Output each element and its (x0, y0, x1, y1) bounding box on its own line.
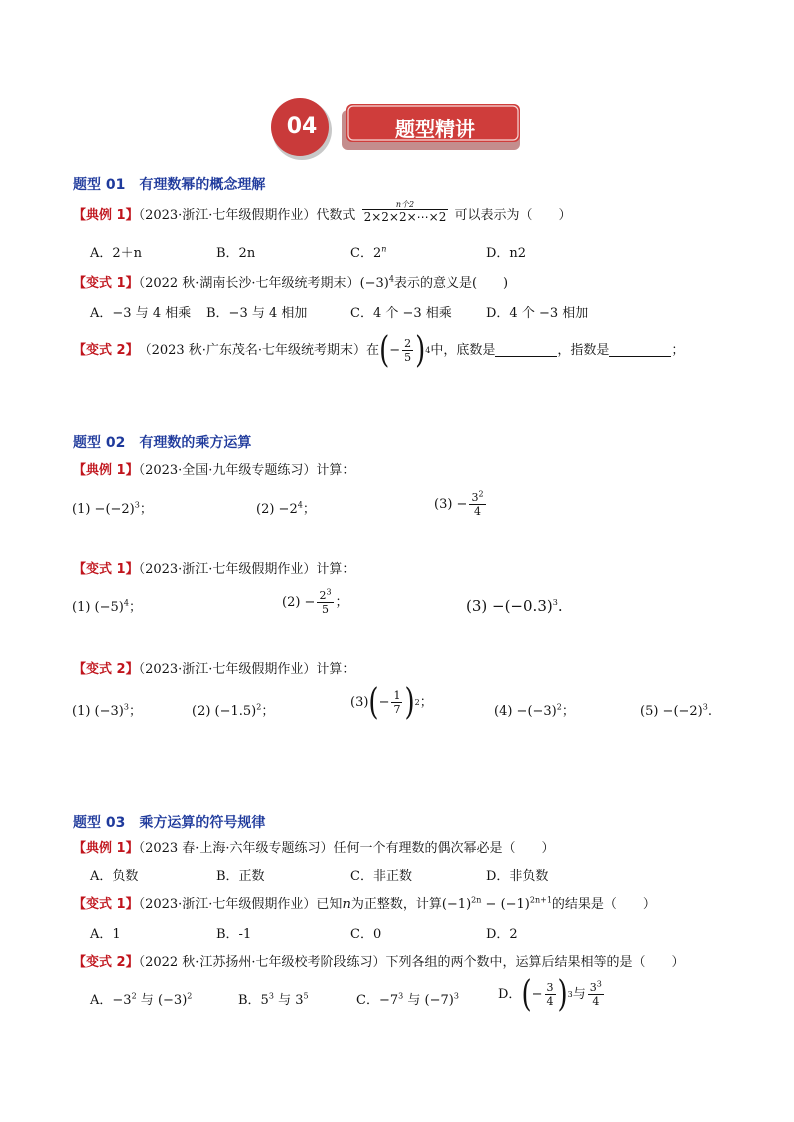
s1-variant-2: 【变式 2】 （2023 秋·广东茂名·七年级统考期末）在 ( − $\frac{2}{5}$ ) 4 中，底数是 ，指数是 ； (73, 329, 685, 372)
s3-example: 【典例 1】（2023 春·上海·六年级专题练习）任何一个有理数的偶次幂必是（ ） (73, 841, 555, 856)
section-heading-1: 题型 01 有理数幂的概念理解 (73, 177, 266, 193)
s1-v1-opt-b[interactable]: B．−3 与 4 相加 (206, 306, 308, 321)
s1-v1-opt-c[interactable]: C．4 个 −3 相乘 (350, 306, 452, 321)
s2-v2-item-1: (1) $(-3)^3$； (72, 702, 142, 719)
s3-v1-opt-c[interactable]: C．0 (350, 927, 382, 942)
header-title: 题型精讲 (395, 117, 475, 141)
s2-v2-item-5: $(5) -(-2)^3$. (640, 702, 712, 719)
s2-example: 【典例 1】（2023·全国·九年级专题练习）计算： (73, 463, 356, 478)
s1-ex-opt-b[interactable]: B．2n (216, 246, 256, 261)
s3-variant-1: 【变式 1】（2023·浙江·七年级假期作业）已知n为正整数，计算$(-1)^{2n} - (-1)^{2n+1}$的结果是（ ） (73, 895, 656, 912)
s3-ex-opt-b[interactable]: B．正数 (216, 869, 265, 884)
s2-variant-2: 【变式 2】（2023·浙江·七年级假期作业）计算： (73, 662, 356, 677)
section-heading-3: 题型 03 乘方运算的符号规律 (73, 815, 266, 831)
s2-v2-item-2: (2) $(-1.5)^2$； (192, 702, 275, 719)
s1-variant-1: 【变式 1】（2022 秋·湖南长沙·七年级统考期末）$(-3)^4$表示的意义是( ) (73, 274, 509, 291)
s3-ex-opt-c[interactable]: C．非正数 (350, 869, 412, 884)
s3-v2-opt-a[interactable]: A．$-3^2$ 与 $(-3)^2$ (90, 991, 193, 1008)
s2-v1-item-1: (1) $(-5)^4$； (72, 598, 142, 615)
s3-v1-opt-a[interactable]: A．1 (90, 927, 121, 942)
s3-v1-opt-b[interactable]: B．-1 (216, 927, 252, 942)
badge-number: 04 (286, 114, 318, 139)
s3-ex-opt-a[interactable]: A．负数 (90, 869, 139, 884)
s3-variant-2: 【变式 2】（2022 秋·江苏扬州·七年级校考阶段练习）下列各组的两个数中，运算后结果相等的是（ ） (73, 955, 685, 970)
s2-v1-item-2: (2) − $\frac{2^3}{5}$ ； (282, 587, 349, 616)
s1-ex-opt-c[interactable]: C．2$^n$ (350, 244, 387, 261)
s2-variant-1: 【变式 1】（2023·浙江·七年级假期作业）计算： (73, 562, 356, 577)
s3-v2-opt-b[interactable]: B．$5^3$ 与 $3^5$ (238, 991, 309, 1008)
s2-v2-item-3: (3) ( − $\frac{1}{7}$ ) 2 ； (350, 681, 433, 724)
s1-example: 【典例 1】（2023·浙江·七年级假期作业）代数式 $\frac{\text{n个2}}{2\times 2\times 2\times\cdots\times 2}$ 可以表示为（ ） (73, 199, 572, 224)
s1-ex-opt-d[interactable]: D．n2 (486, 246, 527, 261)
section-heading-2: 题型 02 有理数的乘方运算 (73, 435, 252, 451)
s2-ex-item-2: $(2) -2^4$； (256, 500, 316, 517)
s3-v2-opt-c[interactable]: C．$-7^3$ 与 $(-7)^3$ (356, 991, 459, 1008)
s2-ex-item-1: $(1) -(-2)^3$； (72, 500, 153, 517)
s2-ex-item-3: (3) − $\frac{3^2}{4}$ (434, 489, 484, 518)
s3-ex-opt-d[interactable]: D．非负数 (486, 869, 549, 884)
s1-ex-opt-a[interactable]: A．2＋n (90, 246, 143, 261)
s2-v2-item-4: $(4) -(-3)^2$； (494, 702, 575, 719)
s3-v2-opt-d[interactable]: D． ( − $\frac{3}{4}$ ) 3 与 $\frac{3^3}{4}$ (498, 973, 602, 1016)
s3-v1-opt-d[interactable]: D．2 (486, 927, 518, 942)
answer-blank[interactable] (609, 344, 671, 357)
s1-v1-opt-d[interactable]: D．4 个 −3 相加 (486, 306, 589, 321)
answer-blank[interactable] (495, 344, 557, 357)
s2-v1-item-3: $(3) -(-0.3)^3$. (466, 597, 563, 615)
tag-example: 【典例 1】 (73, 208, 139, 223)
s1-v1-opt-a[interactable]: A．−3 与 4 相乘 (90, 306, 192, 321)
